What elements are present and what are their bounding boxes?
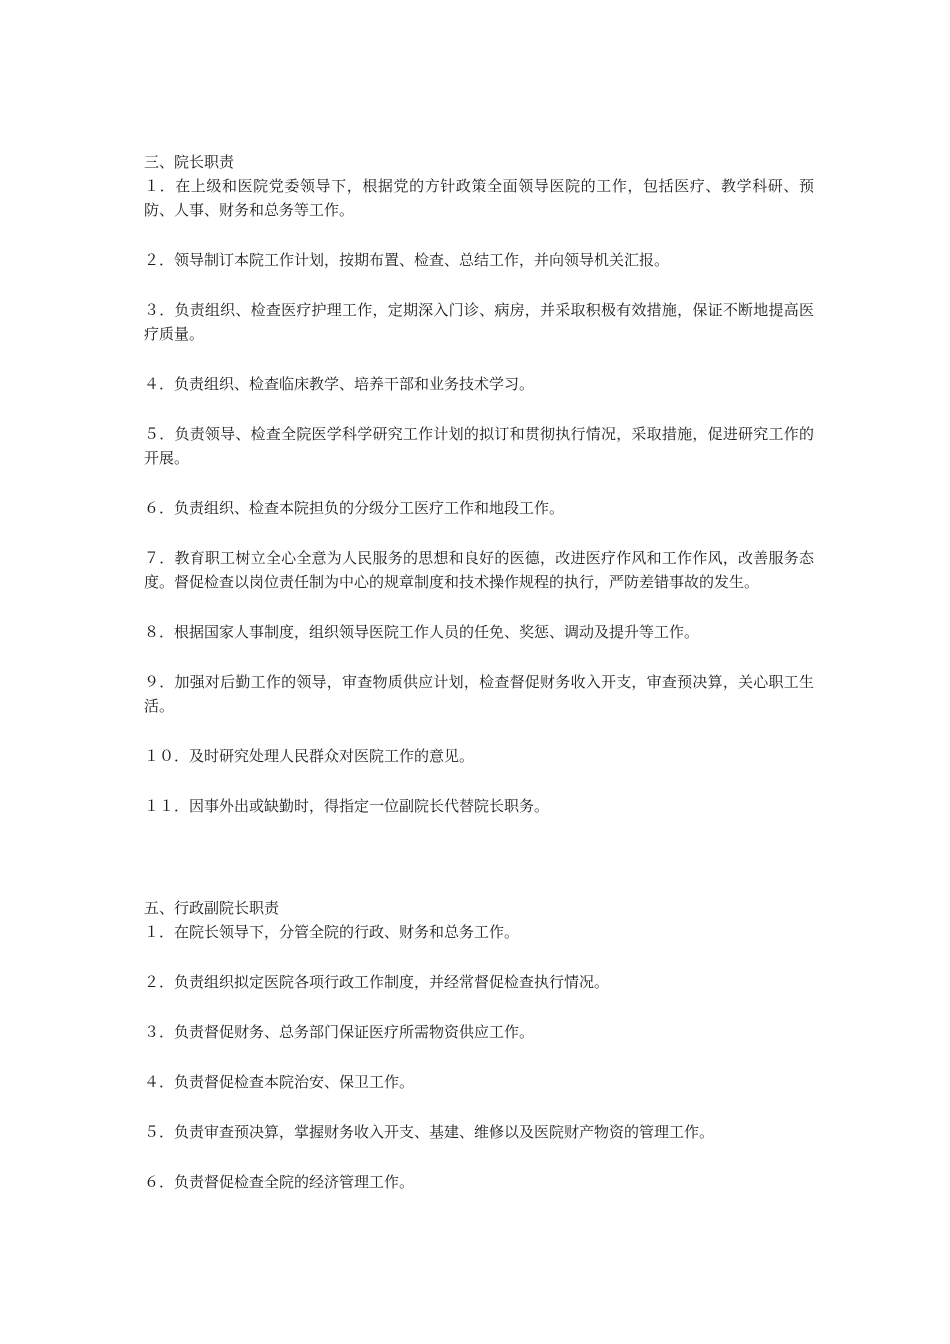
duty-item: ６．负责组织、检查本院担负的分级分工医疗工作和地段工作。 bbox=[144, 499, 565, 517]
duty-item: １．在上级和医院党委领导下，根据党的方针政策全面领导医院的工作，包括医疗、教学科研、预防、人事、财务和总务等工作。 bbox=[144, 177, 814, 219]
duty-item: ４．负责督促检查本院治安、保卫工作。 bbox=[144, 1073, 415, 1091]
duty-item: ５．负责领导、检查全院医学科学研究工作计划的拟订和贯彻执行情况，采取措施，促进研究工作的开展。 bbox=[144, 425, 814, 467]
duty-item: １１．因事外出或缺勤时，得指定一位副院长代替院长职务。 bbox=[144, 797, 550, 815]
duty-item: ４．负责组织、检查临床教学、培养干部和业务技术学习。 bbox=[144, 375, 535, 393]
duty-item: ３．负责组织、检查医疗护理工作，定期深入门诊、病房，并采取积极有效措施，保证不断地提高医疗质量。 bbox=[144, 301, 814, 343]
duty-item: ７．教育职工树立全心全意为人民服务的思想和良好的医德，改进医疗作风和工作作风，改善服务态度。督促检查以岗位责任制为中心的规章制度和技术操作规程的执行，严防差错事故的发生。 bbox=[144, 549, 814, 591]
duty-item: ８．根据国家人事制度，组织领导医院工作人员的任免、奖惩、调动及提升等工作。 bbox=[144, 623, 700, 641]
duty-item: １０．及时研究处理人民群众对医院工作的意见。 bbox=[144, 747, 475, 765]
duty-item: ２．领导制订本院工作计划，按期布置、检查、总结工作，并向领导机关汇报。 bbox=[144, 251, 670, 269]
document-body bbox=[144, 150, 814, 1194]
duty-item: ９．加强对后勤工作的领导，审查物质供应计划，检查督促财务收入开支，审查预决算，关心职工生活。 bbox=[144, 673, 814, 715]
section-title-president-duties: 三、院长职责 bbox=[144, 153, 235, 171]
duty-item: ３．负责督促财务、总务部门保证医疗所需物资供应工作。 bbox=[144, 1023, 535, 1041]
section-title-admin-vice-president-duties: 五、行政副院长职责 bbox=[144, 899, 280, 917]
duty-item: ６．负责督促检查全院的经济管理工作。 bbox=[144, 1173, 415, 1191]
duty-item: ５．负责审查预决算，掌握财务收入开支、基建、维修以及医院财产物资的管理工作。 bbox=[144, 1123, 715, 1141]
duty-item: ２．负责组织拟定医院各项行政工作制度，并经常督促检查执行情况。 bbox=[144, 973, 610, 991]
duty-item: １．在院长领导下，分管全院的行政、财务和总务工作。 bbox=[144, 923, 520, 941]
